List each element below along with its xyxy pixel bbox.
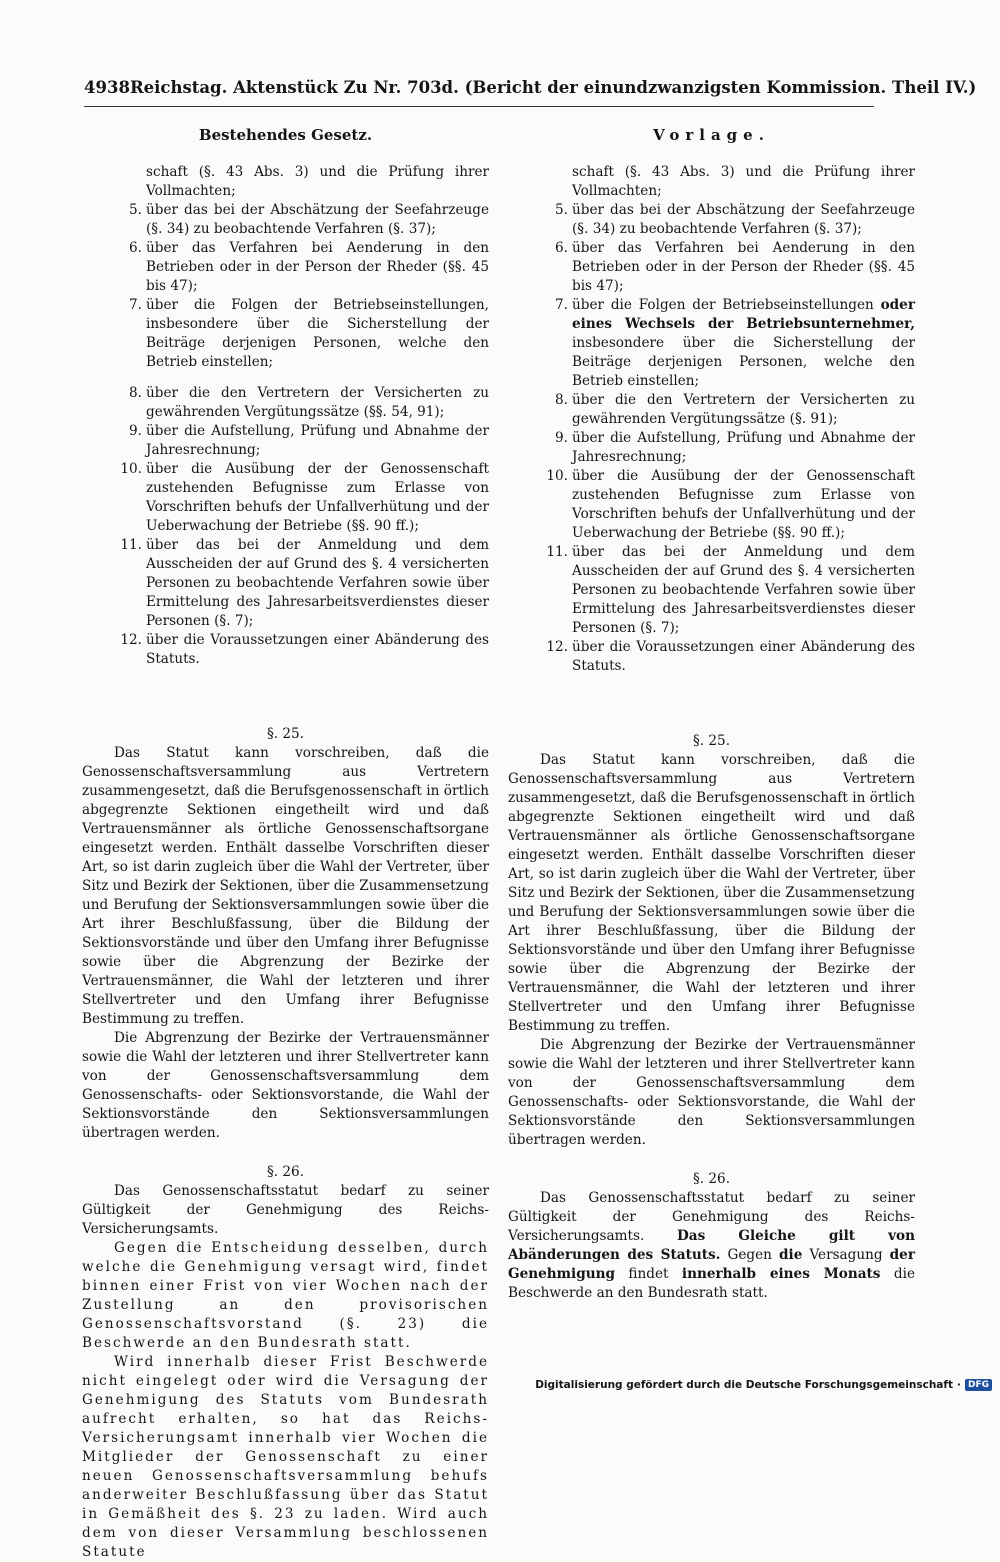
header-rule (84, 106, 874, 107)
list-item: 5. über das bei der Abschätzung der Seefahrzeuge (§. 34) zu beobachtende Verfahren (§. 37); (129, 202, 489, 237)
paragraph: Die Abgrenzung der Bezirke der Vertrauensmänner sowie die Wahl der letzteren und ihrer Stellvertreter kann von der Genossenschaftsversammlung dem Genossenschafts- oder Sektionsvorstande, die Wahl der Sektionsvorstände den Sektionsversammlungen übertragen werden. (508, 1037, 915, 1148)
list-item: 8. über die den Vertretern der Versicherten zu gewährenden Vergütungssätze (§§. 54, 91); (129, 385, 489, 420)
list-item: 7. über die Folgen der Betriebseinstellungen, insbesondere über die Sicherstellung der Beiträge derjenigen Personen, welche den Betrieb einstellen; (129, 297, 489, 370)
list-item: 7. über die Folgen der Betriebseinstellungen oder eines Wechsels der Betriebsunternehmer, insbesondere über die Sicherstellung der Beiträge derjenigen Personen, welche den Betrieb einstellen; (555, 297, 915, 389)
list-item: 6. über das Verfahren bei Aenderung in den Betrieben oder in der Person der Rheder (§§. 45 bis 47); (129, 240, 489, 294)
paragraph: Das Genossenschaftsstatut bedarf zu seiner Gültigkeit der Genehmigung des Reichs-Versicherungsamts. Das Gleiche gilt von Abänderungen des Statuts. Gegen die Versagung der Genehmigung findet innerhalb eines Monats die Beschwerde an den Bundesrath statt. (508, 1190, 915, 1301)
paragraph: Wird innerhalb dieser Frist Beschwerde nicht eingelegt oder wird die Versagung der Genehmigung des Statuts vom Bundesrath aufrecht erhalten, so hat das Reichs-Versicherungsamt innerhalb vier Wochen die Mitglieder der Genossenschaft zu einer neuen Genossenschaftsversammlung behufs anderweiter Beschlußfassung über das Statut in Gemäßheit des §. 23 zu laden. Wird auch dem von dieser Versammlung beschlossenen Statute (82, 1354, 489, 1560)
section-heading-26: §. 26. (692, 1171, 731, 1187)
list-item: 6. über das Verfahren bei Aenderung in den Betrieben oder in der Person der Rheder (§§. 45 bis 47); (555, 240, 915, 294)
paragraph: Das Statut kann vorschreiben, daß die Genossenschaftsversammlung aus Vertretern zusammengesetzt, daß die Berufsgenossenschaft in örtlich abgegrenzte Sektionen eingetheilt wird und daß Vertrauensmänner als örtliche Genossenschaftsorgane eingesetzt werden. Enthält dasselbe Vorschriften dieser Art, so ist darin zugleich über die Wahl der Vertreter, über Sitz und Bezirk der Sektionen, über die Zusammensetzung und Berufung der Sektionsversammlungen sowie über die Art ihrer Beschlußfassung, über die Bildung der Sektionsvorstände und über den Umfang ihrer Befugnisse sowie über die Abgrenzung der Bezirke der Vertrauensmänner, die Wahl der letzteren und ihrer Stellvertreter und den Umfang ihrer Befugnisse Bestimmung zu treffen. (82, 745, 489, 1027)
list-item: 12. über die Voraussetzungen einer Abänderung des Statuts. (546, 639, 915, 674)
running-header (84, 78, 977, 97)
section-heading-25: §. 25. (692, 733, 731, 749)
paragraph: Das Genossenschaftsstatut bedarf zu seiner Gültigkeit der Genehmigung des Reichs-Versicherungsamts. (82, 1183, 489, 1237)
list-item: 5. über das bei der Abschätzung der Seefahrzeuge (§. 34) zu beobachtende Verfahren (§. 37); (555, 202, 915, 237)
list-item: 8. über die den Vertretern der Versicherten zu gewährenden Vergütungssätze (§. 91); (555, 392, 915, 427)
digitization-footer: Digitalisierung gefördert durch die Deutsche Forschungsgemeinschaft · DFG (535, 1379, 992, 1391)
list-item: 10. über die Ausübung der der Genossenschaft zustehenden Befugnisse zum Erlasse von Vorschriften behufs der Unfallverhütung und der Ueberwachung der Betriebe (§§. 90 ff.); (546, 468, 915, 541)
column-existing-law (82, 126, 489, 1562)
amendment-bold: oder eines Wechsels der Betriebsunternehmer, (572, 297, 915, 332)
column-title: Vorlage. (653, 126, 770, 144)
section-heading-26: §. 26. (266, 1164, 305, 1180)
running-title: Reichstag. Aktenstück Zu Nr. 703d. (Bericht der einundzwanzigsten Kommission. Theil IV.) (129, 78, 977, 97)
paragraph: Gegen die Entscheidung desselben, durch welche die Genehmigung versagt wird, findet binnen einer Frist von vier Wochen nach der Zustellung an den provisorischen Genossenschaftsvorstand (§. 23) die Beschwerde an den Bundesrath statt. (82, 1240, 489, 1351)
list-item: schaft (§. 43 Abs. 3) und die Prüfung ihrer Vollmachten; (146, 164, 489, 199)
list-item: 9. über die Aufstellung, Prüfung und Abnahme der Jahresrechnung; (555, 430, 915, 465)
list-item: 11. über das bei der Anmeldung und dem Ausscheiden der auf Grund des §. 4 versicherten Personen zu beobachtende Verfahren sowie über Ermittelung des Jahresarbeitsverdienstes dieser Personen (§. 7); (120, 537, 489, 629)
page-number: 4938 (84, 78, 130, 97)
paragraph: Die Abgrenzung der Bezirke der Vertrauensmänner sowie die Wahl der letzteren und ihrer Stellvertreter kann von der Genossenschaftsversammlung dem Genossenschafts- oder Sektionsvorstande, die Wahl der Sektionsvorstände den Sektionsversammlungen übertragen werden. (82, 1030, 489, 1141)
paragraph: Das Statut kann vorschreiben, daß die Genossenschaftsversammlung aus Vertretern zusammengesetzt, daß die Berufsgenossenschaft in örtlich abgegrenzte Sektionen eingetheilt wird und daß Vertrauensmänner als örtliche Genossenschaftsorgane eingesetzt werden. Enthält dasselbe Vorschriften dieser Art, so ist darin zugleich über die Wahl der Vertreter, über Sitz und Bezirk der Sektionen, über die Zusammensetzung und Berufung der Sektionsversammlungen sowie über die Art ihrer Beschlußfassung, über die Bildung der Sektionsvorstände und über den Umfang ihrer Befugnisse sowie über die Abgrenzung der Bezirke der Vertrauensmänner, die Wahl der letzteren und ihrer Stellvertreter und den Umfang ihrer Befugnisse Bestimmung zu treffen. (508, 752, 915, 1034)
section-heading-25: §. 25. (266, 726, 305, 742)
dfg-logo: DFG (965, 1379, 992, 1391)
list-item: 11. über das bei der Anmeldung und dem Ausscheiden der auf Grund des §. 4 versicherten Personen zu beobachtende Verfahren sowie über Ermittelung des Jahresarbeitsverdienstes dieser Personen (§. 7); (546, 544, 915, 636)
column-draft (508, 126, 915, 1303)
list-item: 12. über die Voraussetzungen einer Abänderung des Statuts. (120, 632, 489, 667)
list-item: 9. über die Aufstellung, Prüfung und Abnahme der Jahresrechnung; (129, 423, 489, 458)
list-item: 10. über die Ausübung der der Genossenschaft zustehenden Befugnisse zum Erlasse von Vorschriften behufs der Unfallverhütung und der Ueberwachung der Betriebe (§§. 90 ff.); (120, 461, 489, 534)
list-item: schaft (§. 43 Abs. 3) und die Prüfung ihrer Vollmachten; (572, 164, 915, 199)
column-title: Bestehendes Gesetz. (198, 126, 373, 144)
footer-text: Digitalisierung gefördert durch die Deutsche Forschungsgemeinschaft (535, 1379, 953, 1391)
